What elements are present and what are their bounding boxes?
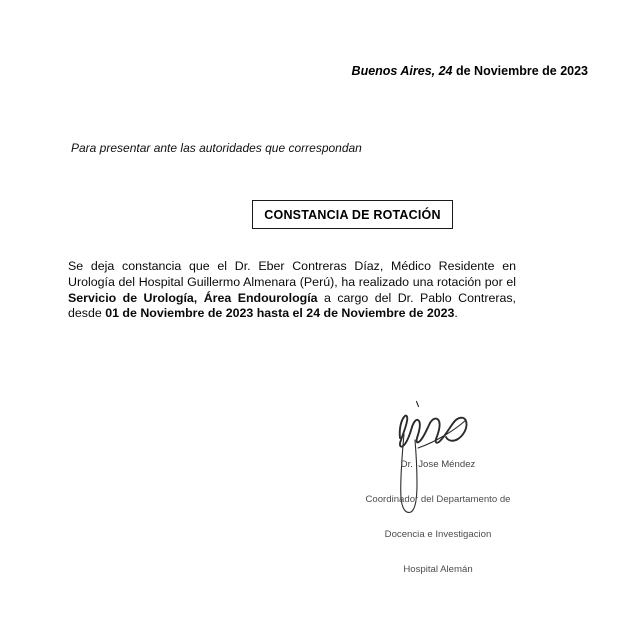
signatory-institution: Hospital Alemán xyxy=(403,563,473,575)
signatory-name: Dr. Jose Méndez xyxy=(400,459,476,471)
signature-block xyxy=(338,396,538,575)
date-line xyxy=(68,63,588,79)
signatory-role-line-2: Docencia e Investigacion xyxy=(384,528,492,540)
title-box xyxy=(252,200,453,229)
signature-caption xyxy=(338,436,538,598)
signatory-role-line-1: Coordinador del Departamento de xyxy=(365,493,511,505)
date-city-and-day: Buenos Aires, 24 xyxy=(351,64,453,78)
date-month-year: de Noviembre de 2023 xyxy=(452,64,588,78)
purpose-line: Para presentar ante las autoridades que correspondan xyxy=(71,141,362,155)
body-segment-4: . xyxy=(454,306,458,321)
page-title: CONSTANCIA DE ROTACIÓN xyxy=(264,207,441,222)
body-segment-1: Servicio de Urología, Área Endourología xyxy=(68,290,318,305)
body-paragraph xyxy=(68,259,516,322)
body-segment-2: a cargo del Dr. Pablo Contreras, desde xyxy=(68,290,516,321)
body-segment-0: Se deja constancia que el Dr. Eber Contreras Díaz, Médico Residente en Urología del Hospital Guillermo Almenara (Perú), ha realizado una rotación por el xyxy=(68,259,516,289)
body-segment-3: 01 de Noviembre de 2023 hasta el 24 de Noviembre de 2023 xyxy=(105,306,455,321)
